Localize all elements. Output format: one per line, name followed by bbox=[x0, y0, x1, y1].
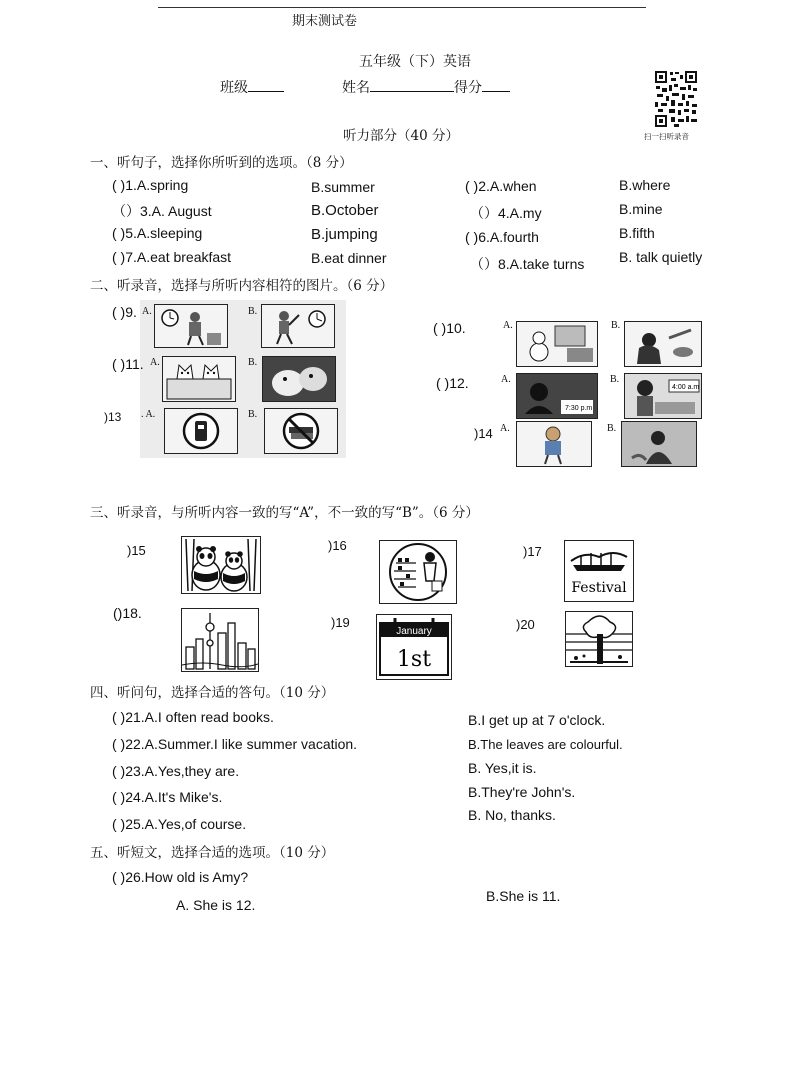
class-field bbox=[220, 77, 284, 97]
q23-option-b: B. Yes,it is. bbox=[468, 760, 537, 776]
q9-label-b: B. bbox=[248, 306, 258, 317]
q1-option-b: B.summer bbox=[311, 179, 375, 195]
q20: )20 bbox=[516, 617, 535, 632]
q13-label-b: B. bbox=[248, 409, 258, 420]
q10-picture-b bbox=[624, 321, 702, 367]
q14-label-b: B. bbox=[607, 423, 617, 434]
q12-label-b: B. bbox=[610, 374, 620, 385]
q18-city-picture bbox=[181, 608, 259, 672]
q10-picture-a bbox=[516, 321, 598, 367]
section1-heading: 一、听句子，选择你所听到的选项。（8 分） bbox=[90, 155, 353, 171]
q5-option-b: B.jumping bbox=[311, 226, 378, 243]
q6: ( )6.A.fourth bbox=[465, 229, 539, 245]
q9-picture-b bbox=[261, 304, 335, 348]
section3-heading: 三、听录音，与所听内容一致的写“A”，不一致的写“B”。（6 分） bbox=[90, 505, 479, 521]
q22-option-b: B.The leaves are colourful. bbox=[468, 737, 623, 752]
q5: ( )5.A.sleeping bbox=[112, 225, 203, 241]
q12: ( )12. bbox=[436, 375, 469, 391]
qr-code-icon bbox=[654, 70, 698, 128]
q14-picture-a bbox=[516, 421, 592, 467]
q3-option-b: B.October bbox=[311, 202, 379, 219]
q12-picture-b bbox=[624, 373, 702, 419]
q26-option-b: B.She is 11. bbox=[486, 888, 561, 904]
q17-festival-picture bbox=[564, 540, 634, 602]
q11-label-a: A. bbox=[150, 357, 160, 368]
name-blank[interactable] bbox=[370, 79, 454, 92]
q10-label-a: A. bbox=[503, 320, 513, 331]
q8-option-b: B. talk quietly bbox=[619, 249, 703, 265]
q16-shopping-picture bbox=[379, 540, 457, 604]
q13-picture-a bbox=[164, 408, 238, 454]
q26-option-a: A. She is 12. bbox=[176, 897, 256, 913]
qr-caption: 扫一扫听录音 bbox=[644, 132, 689, 141]
exam-title: 五年级（下）英语 bbox=[359, 54, 471, 70]
score-blank[interactable] bbox=[482, 79, 510, 92]
q11: ( )11. bbox=[112, 356, 144, 372]
q14: )14 bbox=[474, 426, 493, 441]
q21-option-b: B.I get up at 7 o'clock. bbox=[468, 712, 606, 728]
q6-option-b: B.fifth bbox=[619, 225, 655, 241]
q2: ( )2.A.when bbox=[465, 178, 537, 194]
q13-picture-b bbox=[264, 408, 338, 454]
section5-heading: 五、听短文，选择合适的选项。（10 分） bbox=[90, 845, 335, 861]
header-rule bbox=[158, 7, 646, 8]
class-blank[interactable] bbox=[248, 79, 284, 92]
q12-picture-a bbox=[516, 373, 598, 419]
q4-option-b: B.mine bbox=[619, 201, 663, 217]
q4: （）4.A.my bbox=[470, 205, 542, 221]
q2-option-b: B.where bbox=[619, 177, 671, 193]
section2-heading: 二、听录音，选择与所听内容相符的图片。（6 分） bbox=[90, 278, 394, 294]
q14-label-a: A. bbox=[500, 423, 510, 434]
name-label: 姓名 bbox=[342, 80, 370, 96]
q15: )15 bbox=[127, 543, 146, 558]
q13-label-a: . A. bbox=[141, 409, 156, 420]
q11-label-b: B. bbox=[248, 357, 258, 368]
q3: （）3.A. August bbox=[112, 203, 212, 219]
q7: ( )7.A.eat breakfast bbox=[112, 249, 232, 265]
q9: ( )9. bbox=[112, 304, 137, 320]
q9-label-a: A. bbox=[142, 306, 152, 317]
q11-picture-b bbox=[262, 356, 336, 402]
q12-time-a: 7:30 p.m bbox=[565, 405, 593, 412]
listening-title: 听力部分（40 分） bbox=[343, 128, 459, 144]
q10-label-b: B. bbox=[611, 320, 621, 331]
q11-picture-a bbox=[162, 356, 236, 402]
q8: （）8.A.take turns bbox=[470, 256, 585, 272]
q25-option-b: B. No, thanks. bbox=[468, 807, 556, 823]
q19-calendar-picture bbox=[376, 614, 452, 680]
section4-heading: 四、听问句，选择合适的答句。（10 分） bbox=[90, 685, 335, 701]
q16: )16 bbox=[328, 538, 347, 553]
q7-option-b: B.eat dinner bbox=[311, 250, 387, 266]
q15-pandas-picture bbox=[181, 536, 261, 594]
q17: )17 bbox=[523, 544, 542, 559]
q24: ( )24.A.It's Mike's. bbox=[112, 789, 223, 805]
q9-picture-a bbox=[154, 304, 228, 348]
q18: ()18. bbox=[113, 605, 142, 621]
calendar-day: 1st bbox=[396, 647, 432, 672]
q23: ( )23.A.Yes,they are. bbox=[112, 763, 240, 779]
q25: ( )25.A.Yes,of course. bbox=[112, 816, 247, 832]
q14-picture-b bbox=[621, 421, 697, 467]
q24-option-b: B.They're John's. bbox=[468, 784, 576, 800]
header-title: 期末测试卷 bbox=[292, 14, 358, 29]
q12-time-b: 4:00 a.m bbox=[672, 384, 700, 391]
festival-text: Festival bbox=[571, 580, 627, 596]
q12-label-a: A. bbox=[501, 374, 511, 385]
q26: ( )26.How old is Amy? bbox=[112, 869, 249, 885]
calendar-month: January bbox=[396, 626, 432, 637]
q20-tree-picture bbox=[565, 611, 633, 667]
q13: )13 bbox=[104, 410, 122, 424]
class-label: 班级 bbox=[220, 80, 248, 96]
q19: )19 bbox=[331, 615, 350, 630]
q21: ( )21.A.I often read books. bbox=[112, 709, 274, 725]
q22: ( )22.A.Summer.I like summer vacation. bbox=[112, 736, 358, 752]
score-label: 得分 bbox=[454, 80, 482, 96]
name-field bbox=[342, 77, 510, 97]
q1: ( )1.A.spring bbox=[112, 177, 189, 193]
q10: ( )10. bbox=[433, 320, 466, 336]
